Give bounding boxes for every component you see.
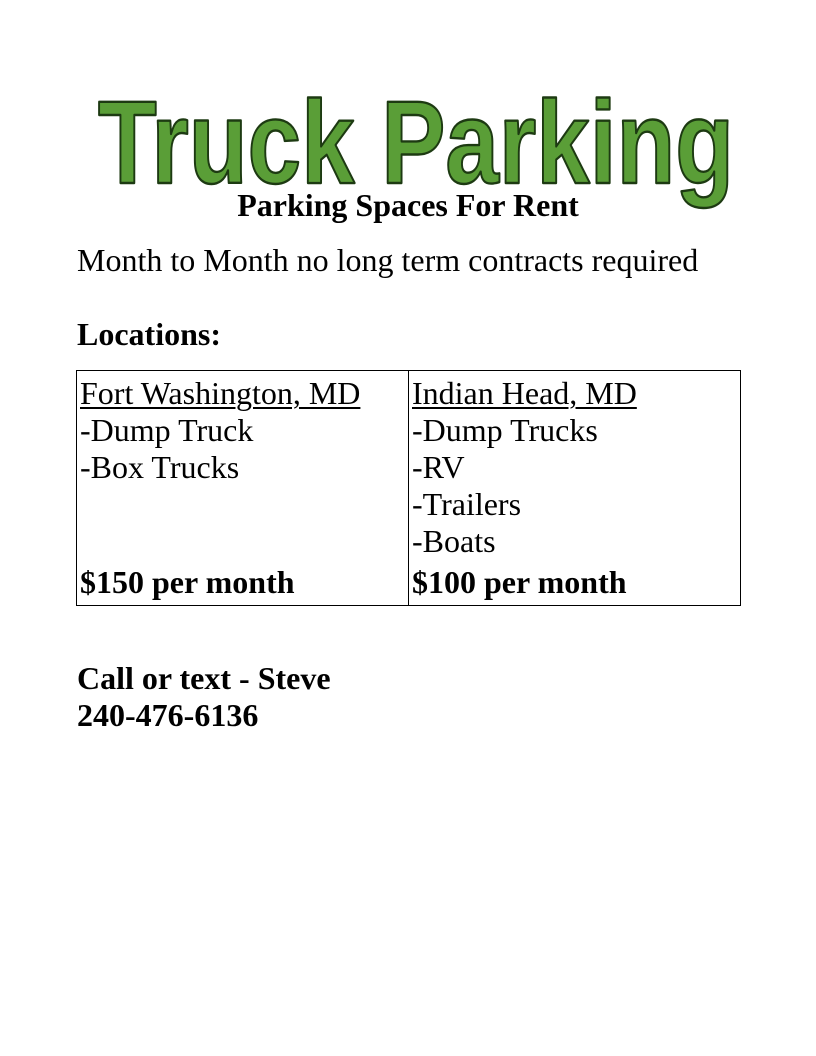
location-price: $100 per month (412, 564, 627, 600)
location-name: Fort Washington, MD (80, 375, 361, 411)
locations-table (76, 370, 741, 606)
location-item: -Box Trucks (80, 449, 240, 485)
location-item: -RV (412, 449, 465, 485)
location-item: -Dump Trucks (412, 412, 598, 448)
location-item: -Dump Truck (80, 412, 254, 448)
contact-phone: 240-476-6136 (77, 697, 259, 733)
intro-text: Month to Month no long term contracts required (77, 242, 699, 278)
location-item: -Trailers (412, 486, 522, 522)
location-name: Indian Head, MD (412, 375, 637, 411)
location-cell-indian-head (409, 371, 741, 606)
locations-heading: Locations: (77, 316, 221, 352)
headline-text: Truck Parking (98, 86, 735, 209)
contact-block (77, 660, 331, 734)
location-item: -Boats (412, 523, 496, 559)
contact-line: Call or text - Steve (77, 660, 331, 696)
location-price: $150 per month (80, 564, 295, 600)
subtitle: Parking Spaces For Rent (237, 187, 579, 223)
locations-row (77, 371, 741, 606)
location-cell-fort-washington (77, 371, 409, 606)
